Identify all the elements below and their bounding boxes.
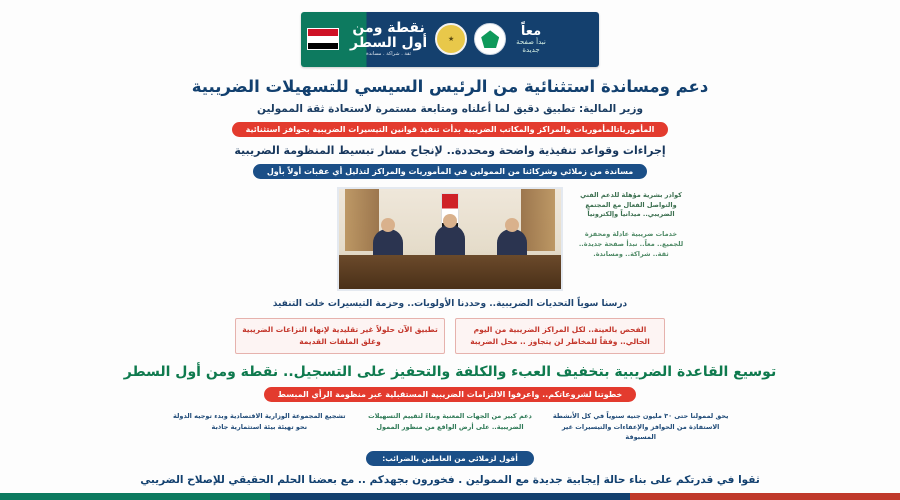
egypt-flag-icon <box>307 28 339 50</box>
slogan-line3: جديدة <box>522 45 540 54</box>
photo-person-center <box>435 225 465 259</box>
photo-section <box>140 187 760 291</box>
side-text-block-1: كوادر بشرية مؤهلة للدعم الفني والتواصل الفعال مع المجتمع الضريبي.. ميدانياً وإلكترونياً <box>580 190 682 219</box>
tax-authority-logo-icon <box>474 23 506 55</box>
photo-table <box>339 255 561 289</box>
bottom-column-left: يحق لممولنا حتى ٣٠ مليون جنيه سنوياً في كل الأنشطة الاستفادة من الحوافز والإعفاءات والتيسيرات غير المسبوقة <box>552 411 729 442</box>
page-title: دعم ومساندة استثنائية من الرئيس السيسي للتسهيلات الضريبية <box>191 76 709 96</box>
callout-boxes <box>235 318 665 354</box>
statement-line-1: إجراءات وقواعد تنفيذية واضحة ومحددة.. لإنجاح مسار تبسيط المنظومة الضريبية <box>234 143 666 157</box>
meeting-photo <box>337 187 563 291</box>
callout-box-right: تطبيق الآن حلولاً غير تقليدية لإنهاء النزاعات الضريبية وغلق الملفات القديمة <box>235 318 445 354</box>
bottom-column-right: تشجيع المجموعة الوزارية الاقتصادية وبدء توجيه الدولة نحو تهيئة بيئة استثمارية جاذبة <box>173 411 346 431</box>
side-text-block-2: خدمات ضريبية عادلة ومحفزة للجميع.. معاً.. نبدأ صفحة جديدة.. ثقة.. شراكة.. ومساندة. <box>578 230 684 258</box>
final-statement: ثقوا في قدرتكم على بناء حالة إيجابية جديدة مع الممولين . فخورون بجهدكم .. مع بعضنا الحلم الحقيقي للإصلاح الضريبي <box>140 474 760 486</box>
banner-title-line1: نقطة ومن <box>352 20 425 37</box>
national-emblem-icon: ★ <box>435 23 467 55</box>
bottom-column-center: دعم كبير من الجهات المعنية وبناءً لتقييم التسهيلات الضريبية.. على أرض الواقع من منظور الممول <box>368 411 532 431</box>
highlight-pill-blue-1: مساندة من زملائي وشركائنا من الممولين في المأموريات والمراكز لتذليل أي عقبات أولاً بأول <box>253 164 647 179</box>
slogan-line1: معاً <box>520 23 542 39</box>
statement-line-2: درسنا سوياً التحديات الضريبية.. وحددنا الأولويات.. وحزمة التيسيرات خلت التنفيذ <box>272 298 628 309</box>
banner-title-sub: ثقة . شراكة . مساندة <box>366 51 411 58</box>
footer-color-bar <box>0 493 900 500</box>
side-text-column <box>571 187 691 270</box>
slogan-line2: نبدأ صفحة <box>516 37 546 46</box>
highlight-pill-red-2: خطوتنا لشروعاتكم.. واعرفوا الالتزامات الضريبية المستقبلية عبر منظومة الرأي المبسط <box>264 387 637 402</box>
side-text-spacer <box>209 187 329 191</box>
header-banner <box>301 12 599 67</box>
banner-slogan <box>510 25 552 55</box>
banner-title-line2: أول السطر <box>350 34 428 51</box>
highlight-pill-red-1: المأمورياتالمأموريات والمراكز والمكاتب الضريبية بدأت تنفيذ قوانين التيسيرات الضريبية بحوافز استثنائية <box>232 122 669 137</box>
bottom-pill: أقول لزملائي من العاملين بالضرائب: <box>366 451 534 466</box>
subtitle: وزير المالية: تطبيق دقيق لما أعلناه ومتابعة مستمرة لاستعادة ثقة الممولين <box>257 102 643 115</box>
banner-title <box>345 21 432 58</box>
callout-box-left: الفحص بالعينة.. لكل المراكز الضريبية من اليوم الحالي.. وفقاً للمخاطر لن يتجاوز .. محل الضريبة <box>455 318 665 354</box>
green-headline: توسيع القاعدة الضريبية بتخفيف العبء والكلفة والتحفيز على التسجيل.. نقطة ومن أول السطر <box>123 363 777 380</box>
bottom-columns <box>170 411 730 443</box>
